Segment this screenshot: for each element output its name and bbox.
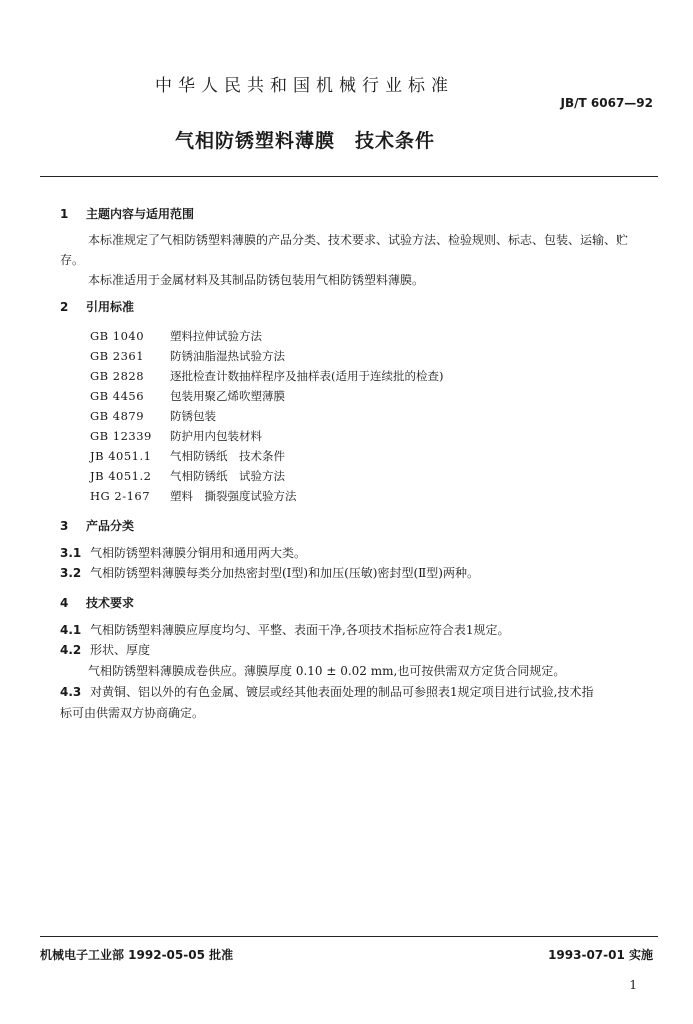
item-text: 气相防锈塑料薄膜应厚度均匀、平整、表面干净,各项技术指标应符合表1规定。 xyxy=(90,623,510,637)
reference-code: HG 2-167 xyxy=(90,489,151,503)
reference-row xyxy=(90,368,443,384)
standard-number: JB/T 6067—92 xyxy=(560,96,653,110)
reference-name: 防锈油脂湿热试验方法 xyxy=(170,349,285,363)
reference-row xyxy=(90,448,285,464)
section-3-item xyxy=(60,563,479,583)
reference-name: 塑料拉伸试验方法 xyxy=(170,329,262,343)
page-number: 1 xyxy=(629,978,637,992)
reference-code: GB 2828 xyxy=(90,369,145,383)
section-4-heading xyxy=(60,594,134,611)
reference-code: GB 4879 xyxy=(90,409,145,423)
reference-name: 包装用聚乙烯吹塑薄膜 xyxy=(170,389,285,403)
effective-date: 1993-07-01 实施 xyxy=(548,948,653,962)
section-title: 引用标准 xyxy=(86,300,135,314)
reference-name: 防锈包装 xyxy=(170,409,216,423)
section-title: 主题内容与适用范围 xyxy=(86,207,195,221)
reference-code: GB 1040 xyxy=(90,329,145,343)
section-number: 4 xyxy=(60,596,69,610)
top-divider xyxy=(40,176,658,177)
reference-name: 防护用内包装材料 xyxy=(170,429,262,443)
section-title: 技术要求 xyxy=(86,596,135,610)
item-number: 4.1 xyxy=(60,623,82,637)
item-number: 3.2 xyxy=(60,566,82,580)
reference-row xyxy=(90,328,262,344)
item-number: 3.1 xyxy=(60,546,82,560)
section-number: 1 xyxy=(60,207,69,221)
reference-code: GB 12339 xyxy=(90,429,152,443)
item-number: 4.3 xyxy=(60,685,82,699)
section-number: 3 xyxy=(60,519,69,533)
reference-row xyxy=(90,488,297,504)
item-text: 气相防锈塑料薄膜每类分加热密封型(Ⅰ型)和加压(压敏)密封型(Ⅱ型)两种。 xyxy=(90,566,479,580)
section-2-heading xyxy=(60,298,134,315)
section-4-item-2-detail: 气相防锈塑料薄膜成卷供应。薄膜厚度 0.10 ± 0.02 mm,也可按供需双方定货合同规定。 xyxy=(88,664,566,678)
section-title: 产品分类 xyxy=(86,519,135,533)
reference-name: 塑料 撕裂强度试验方法 xyxy=(170,489,297,503)
section-3-item xyxy=(60,543,306,563)
reference-row xyxy=(90,388,285,404)
section-4-item-1 xyxy=(60,620,509,640)
reference-row xyxy=(90,468,285,484)
section-1-paragraph-2: 本标准适用于金属材料及其制品防锈包装用气相防锈塑料薄膜。 xyxy=(88,273,425,287)
reference-code: JB 4051.1 xyxy=(90,449,152,463)
section-1-heading xyxy=(60,205,194,222)
reference-name: 气相防锈纸 技术条件 xyxy=(170,449,285,463)
reference-row xyxy=(90,348,285,364)
org-title: 中华人民共和国机械行业标准 xyxy=(155,76,454,96)
section-3-heading xyxy=(60,517,134,534)
reference-code: JB 4051.2 xyxy=(90,469,152,483)
section-1-paragraph-1-line-2: 存。 xyxy=(60,253,85,267)
section-number: 2 xyxy=(60,300,69,314)
section-4-item-2 xyxy=(60,640,150,660)
section-4-item-3-line-2: 标可由供需双方协商确定。 xyxy=(60,706,205,720)
item-text: 对黄铜、铝以外的有色金属、镀层或经其他表面处理的制品可参照表1规定项目进行试验,技术指 xyxy=(90,685,594,699)
reference-code: GB 2361 xyxy=(90,349,145,363)
reference-row xyxy=(90,408,216,424)
section-4-item-3 xyxy=(60,682,593,702)
item-number: 4.2 xyxy=(60,643,82,657)
reference-name: 逐批检查计数抽样程序及抽样表(适用于连续批的检查) xyxy=(170,369,444,383)
reference-code: GB 4456 xyxy=(90,389,145,403)
reference-row xyxy=(90,428,262,444)
document-title: 气相防锈塑料薄膜 技术条件 xyxy=(175,130,436,152)
item-text: 气相防锈塑料薄膜分铜用和通用两大类。 xyxy=(90,546,307,560)
reference-name: 气相防锈纸 试验方法 xyxy=(170,469,285,483)
approval-line: 机械电子工业部 1992-05-05 批准 xyxy=(40,948,234,962)
item-text: 形状、厚度 xyxy=(90,643,151,657)
bottom-divider xyxy=(40,936,658,937)
section-1-paragraph-1-line-1: 本标准规定了气相防锈塑料薄膜的产品分类、技术要求、试验方法、检验规则、标志、包装、运输、贮 xyxy=(88,233,629,247)
